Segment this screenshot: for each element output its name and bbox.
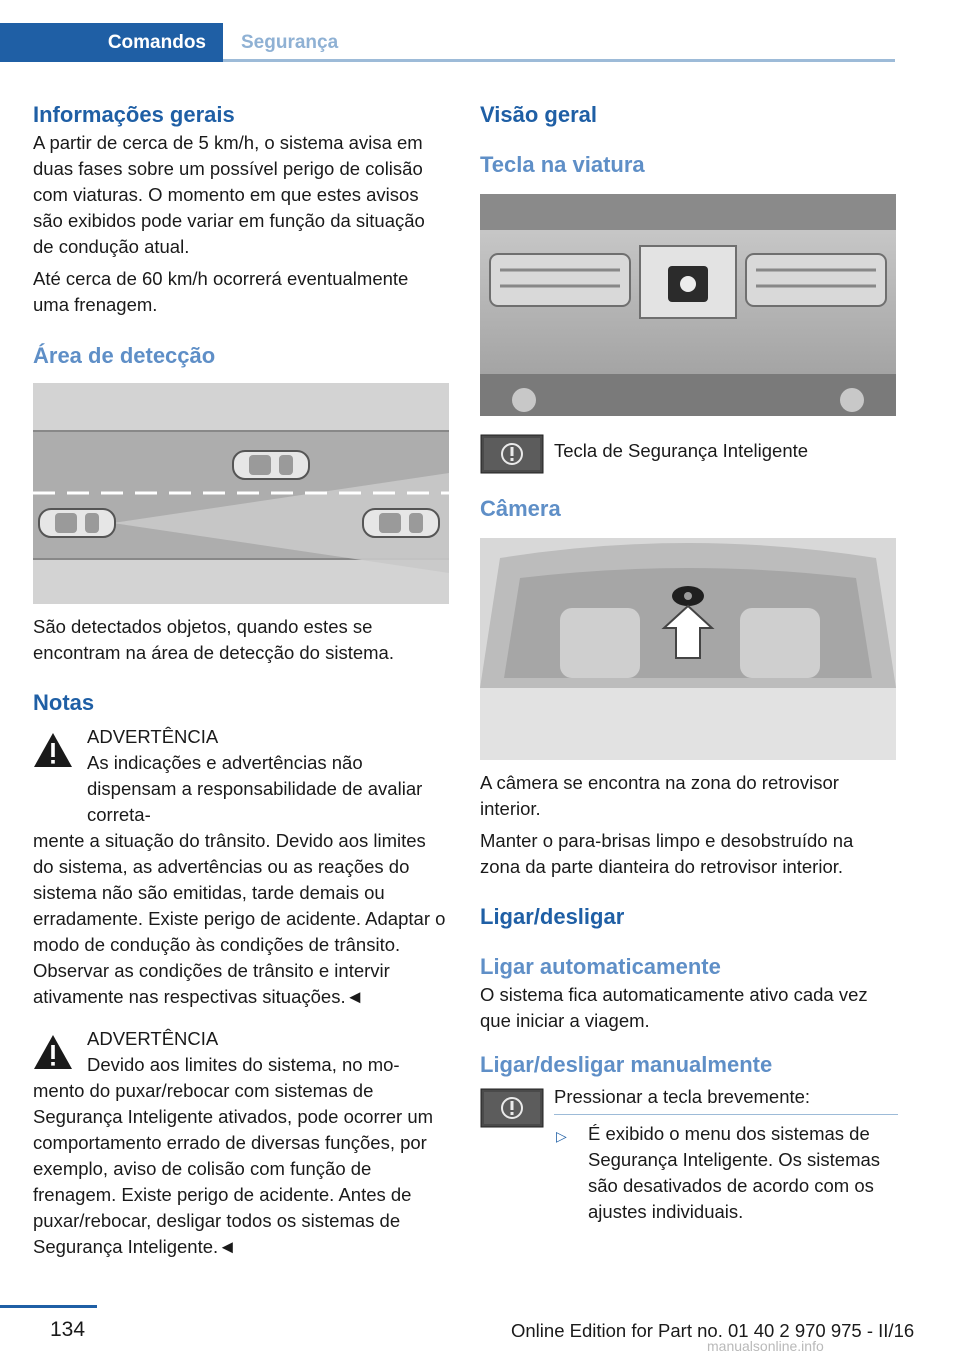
center-console-image — [480, 194, 896, 416]
auto-on-text: O sistema fica automaticamente ativo cada vez que iniciar a viagem. — [480, 984, 868, 1031]
overview-heading: Visão geral — [480, 102, 597, 127]
manual-onoff-heading: Ligar/desligar manualmente — [480, 1052, 773, 1077]
car-left-icon — [39, 509, 115, 537]
warning-2-text-first-line: Devido aos limites do sistema, no mo- — [87, 1054, 400, 1075]
notes-heading: Notas — [33, 690, 95, 715]
chapter-tab-bar — [0, 23, 895, 63]
manual-onoff-block — [480, 1084, 898, 1225]
intelligent-safety-button-row — [480, 434, 898, 478]
warning-block-1 — [33, 724, 449, 1010]
detection-area-diagram — [33, 383, 449, 604]
warning-1-title: ADVERTÊNCIA — [87, 726, 219, 747]
page-number: 134 — [50, 1318, 86, 1341]
camera-heading: Câmera — [480, 496, 561, 521]
site-watermark: manualsonline.info — [707, 1338, 824, 1354]
auto-on-heading: Ligar automaticamente — [480, 954, 721, 979]
warning-block-2 — [33, 1026, 449, 1260]
warning-2-title: ADVERTÊNCIA — [87, 1028, 219, 1049]
bullet-triangle-icon: ▷ — [556, 1128, 567, 1144]
general-info-heading: Informações gerais — [33, 102, 235, 127]
intelligent-safety-button-icon — [480, 1088, 544, 1128]
warning-2-text: mento do puxar/rebocar com sistemas de Segurança Inteligente ativados, pode ocorrer um comportamento errado de diversas funções, por exemplo, aviso de colisão com função de frenagem. Existe perigo de acidente. Antes de puxar/rebocar, desligar todos os sistemas de Segurança Inteligente.◄ — [33, 1080, 434, 1257]
tab-seguranca[interactable]: Segurança — [241, 31, 339, 53]
footer-rule — [0, 1305, 97, 1308]
camera-cleaning-text: Manter o para-brisas limpo e desobstruído na zona da parte dianteira do retrovisor interior. — [480, 830, 854, 877]
instruction-divider — [554, 1114, 898, 1115]
onoff-heading: Ligar/desligar — [480, 904, 625, 929]
camera-photo — [480, 538, 896, 760]
general-info-paragraph-2: Até cerca de 60 km/h ocorrerá eventualmente uma frenagem. — [33, 268, 409, 315]
vehicle-button-heading: Tecla na viatura — [480, 152, 645, 177]
detection-area-illustration — [33, 383, 449, 604]
manual-result-text: É exibido o menu dos sistemas de Segurança Inteligente. Os sistemas são desativados de acordo com os ajustes individuais. — [588, 1123, 881, 1222]
warning-1-text: mente a situação do trânsito. Devido aos limites do sistema, as advertências ou as reações do sistema não são emitidas, tarde demais ou erradamente. Existe perigo de acidente. Adaptar o modo de condução às condições de trânsito. Observar as condições de trânsito e intervir ativamente nas respectivas situações.◄ — [33, 830, 446, 1007]
warning-triangle-icon — [33, 732, 73, 768]
detection-caption: São detectados objetos, quando estes se encontram na área de detecção do sistema. — [33, 616, 394, 663]
intelligent-safety-button-icon — [480, 434, 544, 474]
tab-comandos[interactable]: Comandos — [0, 23, 223, 62]
detection-area-heading: Área de detecção — [33, 343, 216, 368]
own-car-icon — [363, 509, 439, 537]
intelligent-safety-button-caption: Tecla de Segurança Inteligente — [554, 440, 809, 461]
manual-instruction: Pressionar a tecla brevemente: — [554, 1086, 811, 1107]
camera-location-text: A câmera se encontra na zona do retrovisor interior. — [480, 772, 839, 819]
car-ahead-icon — [233, 451, 309, 479]
manual-result-item — [554, 1121, 898, 1225]
right-column — [480, 100, 898, 1225]
center-console-photo — [480, 194, 896, 416]
warning-1-text-first-line: As indicações e advertências não dispensam a responsabilidade de avaliar correta- — [87, 752, 423, 825]
left-column — [33, 100, 449, 1260]
general-info-paragraph-1: A partir de cerca de 5 km/h, o sistema avisa em duas fases sobre um possível perigo de colisão com viaturas. O momento em que estes avisos são exibidos pode variar em função da situação de condução atual. — [33, 132, 425, 257]
edition-note: Online Edition for Part no. 01 40 2 970 975 - II/16 — [511, 1320, 915, 1341]
warning-triangle-icon — [33, 1034, 73, 1070]
windshield-camera-image — [480, 538, 896, 760]
